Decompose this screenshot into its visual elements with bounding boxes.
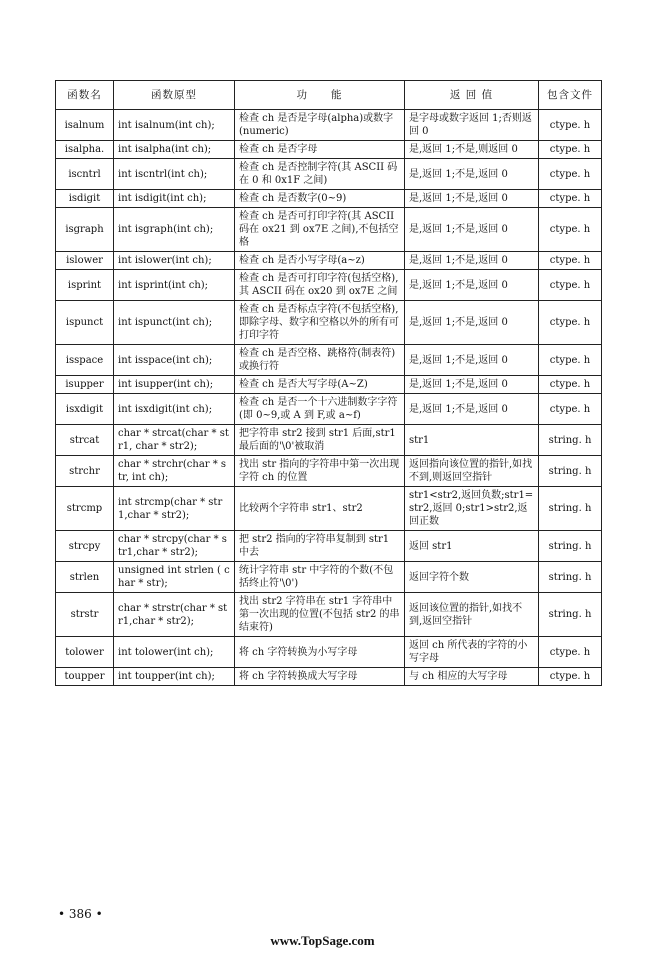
function-description-cell: 统计字符串 str 中字符的个数(不包括终止符'\0') <box>235 562 405 593</box>
function-prototype-cell: int iscntrl(int ch); <box>114 159 235 190</box>
table-row <box>56 376 602 394</box>
include-file-cell: string. h <box>539 531 602 562</box>
function-prototype-cell: int isalpha(int ch); <box>114 141 235 159</box>
function-name-cell: strstr <box>56 593 114 637</box>
function-name-cell: ispunct <box>56 301 114 345</box>
table-row <box>56 531 602 562</box>
return-value-cell: 是,返回 1;不是,返回 0 <box>405 345 539 376</box>
function-prototype-cell: int isalnum(int ch); <box>114 110 235 141</box>
function-name-cell: strcat <box>56 425 114 456</box>
table-row <box>56 487 602 531</box>
function-description-cell: 检查 ch 是否大写字母(A~Z) <box>235 376 405 394</box>
table-row <box>56 637 602 668</box>
table-row <box>56 456 602 487</box>
include-file-cell: ctype. h <box>539 190 602 208</box>
function-name-cell: isprint <box>56 270 114 301</box>
function-name-cell: strcmp <box>56 487 114 531</box>
return-value-cell: str1<str2,返回负数;str1=str2,返回 0;str1>str2,返回正数 <box>405 487 539 531</box>
table-row <box>56 110 602 141</box>
return-value-cell: 是,返回 1;不是,返回 0 <box>405 301 539 345</box>
function-description-cell: 把字符串 str2 接到 str1 后面,str1 最后面的'\0'被取消 <box>235 425 405 456</box>
table-row <box>56 394 602 425</box>
function-prototype-cell: char * strstr(char * str1,char * str2); <box>114 593 235 637</box>
return-value-cell: 是,返回 1;不是,返回 0 <box>405 270 539 301</box>
table-row <box>56 562 602 593</box>
include-file-cell: ctype. h <box>539 159 602 190</box>
function-prototype-cell: char * strcpy(char * str1,char * str2); <box>114 531 235 562</box>
table-row <box>56 345 602 376</box>
include-file-cell: string. h <box>539 593 602 637</box>
return-value-cell: 是字母或数字返回 1;否则返回 0 <box>405 110 539 141</box>
function-name-cell: strlen <box>56 562 114 593</box>
function-prototype-cell: int isspace(int ch); <box>114 345 235 376</box>
table-row <box>56 668 602 686</box>
include-file-cell: string. h <box>539 425 602 456</box>
table-body <box>56 110 602 686</box>
table-row <box>56 270 602 301</box>
table-row <box>56 425 602 456</box>
function-description-cell: 把 str2 指向的字符串复制到 str1 中去 <box>235 531 405 562</box>
return-value-cell: 是,返回 1;不是,则返回 0 <box>405 141 539 159</box>
function-description-cell: 检查 ch 是否可打印字符(其 ASCII 码在 ox21 到 ox7E 之间),不包括空格 <box>235 208 405 252</box>
function-prototype-cell: char * strchr(char * str, int ch); <box>114 456 235 487</box>
table-row <box>56 593 602 637</box>
header-function-name: 函数名 <box>56 81 114 110</box>
function-name-cell: strchr <box>56 456 114 487</box>
function-description-cell: 找出 str2 字符串在 str1 字符串中第一次出现的位置(不包括 str2 的串结束符) <box>235 593 405 637</box>
function-description-cell: 检查 ch 是否控制字符(其 ASCII 码在 0 和 0x1F 之间) <box>235 159 405 190</box>
function-name-cell: isgraph <box>56 208 114 252</box>
include-file-cell: ctype. h <box>539 208 602 252</box>
table-row <box>56 190 602 208</box>
function-name-cell: iscntrl <box>56 159 114 190</box>
function-name-cell: isalnum <box>56 110 114 141</box>
function-description-cell: 检查 ch 是否标点字符(不包括空格),即除字母、数字和空格以外的所有可打印字符 <box>235 301 405 345</box>
return-value-cell: 返回字符个数 <box>405 562 539 593</box>
function-description-cell: 检查 ch 是否字母 <box>235 141 405 159</box>
header-include-file: 包含文件 <box>539 81 602 110</box>
function-prototype-cell: int tolower(int ch); <box>114 637 235 668</box>
return-value-cell: str1 <box>405 425 539 456</box>
function-description-cell: 检查 ch 是否是字母(alpha)或数字(numeric) <box>235 110 405 141</box>
function-prototype-cell: int isgraph(int ch); <box>114 208 235 252</box>
include-file-cell: string. h <box>539 562 602 593</box>
function-prototype-cell: int isprint(int ch); <box>114 270 235 301</box>
function-name-cell: islower <box>56 252 114 270</box>
include-file-cell: ctype. h <box>539 270 602 301</box>
function-description-cell: 检查 ch 是否小写字母(a~z) <box>235 252 405 270</box>
include-file-cell: ctype. h <box>539 394 602 425</box>
function-description-cell: 检查 ch 是否可打印字符(包括空格),其 ASCII 码在 ox20 到 ox7E 之间 <box>235 270 405 301</box>
function-prototype-cell: int toupper(int ch); <box>114 668 235 686</box>
include-file-cell: ctype. h <box>539 376 602 394</box>
table-row <box>56 301 602 345</box>
function-description-cell: 检查 ch 是否一个十六进制数字字符(即 0~9,或 A 到 F,或 a~f) <box>235 394 405 425</box>
table-row <box>56 208 602 252</box>
function-name-cell: isspace <box>56 345 114 376</box>
function-name-cell: toupper <box>56 668 114 686</box>
function-prototype-cell: char * strcat(char * str1, char * str2); <box>114 425 235 456</box>
include-file-cell: ctype. h <box>539 141 602 159</box>
table-row <box>56 141 602 159</box>
function-prototype-cell: int ispunct(int ch); <box>114 301 235 345</box>
include-file-cell: ctype. h <box>539 668 602 686</box>
function-name-cell: isxdigit <box>56 394 114 425</box>
function-prototype-cell: int isdigit(int ch); <box>114 190 235 208</box>
function-table <box>55 80 602 686</box>
return-value-cell: 是,返回 1;不是,返回 0 <box>405 376 539 394</box>
include-file-cell: ctype. h <box>539 252 602 270</box>
return-value-cell: 是,返回 1;不是,返回 0 <box>405 252 539 270</box>
return-value-cell: 返回 str1 <box>405 531 539 562</box>
include-file-cell: ctype. h <box>539 110 602 141</box>
function-description-cell: 将 ch 字符转换成大写字母 <box>235 668 405 686</box>
include-file-cell: string. h <box>539 456 602 487</box>
header-function-description: 功 能 <box>235 81 405 110</box>
function-name-cell: tolower <box>56 637 114 668</box>
function-description-cell: 将 ch 字符转换为小写字母 <box>235 637 405 668</box>
table-row <box>56 252 602 270</box>
return-value-cell: 返回指向该位置的指针,如找不到,则返回空指针 <box>405 456 539 487</box>
include-file-cell: ctype. h <box>539 637 602 668</box>
watermark-url: www.TopSage.com <box>270 933 375 948</box>
header-return-value: 返 回 值 <box>405 81 539 110</box>
function-name-cell: isalpha. <box>56 141 114 159</box>
return-value-cell: 是,返回 1;不是,返回 0 <box>405 159 539 190</box>
table-header-row <box>56 81 602 110</box>
header-function-prototype: 函数原型 <box>114 81 235 110</box>
return-value-cell: 返回该位置的指针,如找不到,返回空指针 <box>405 593 539 637</box>
return-value-cell: 是,返回 1;不是,返回 0 <box>405 394 539 425</box>
return-value-cell: 是,返回 1;不是,返回 0 <box>405 190 539 208</box>
function-description-cell: 检查 ch 是否数字(0~9) <box>235 190 405 208</box>
function-prototype-cell: int islower(int ch); <box>114 252 235 270</box>
page-number: • 386 • <box>58 907 103 921</box>
return-value-cell: 是,返回 1;不是,返回 0 <box>405 208 539 252</box>
return-value-cell: 返回 ch 所代表的字符的小写字母 <box>405 637 539 668</box>
include-file-cell: ctype. h <box>539 301 602 345</box>
include-file-cell: ctype. h <box>539 345 602 376</box>
function-description-cell: 比较两个字符串 str1、str2 <box>235 487 405 531</box>
function-prototype-cell: unsigned int strlen ( char * str); <box>114 562 235 593</box>
include-file-cell: string. h <box>539 487 602 531</box>
function-name-cell: isupper <box>56 376 114 394</box>
function-description-cell: 检查 ch 是否空格、跳格符(制表符)或换行符 <box>235 345 405 376</box>
function-name-cell: strcpy <box>56 531 114 562</box>
function-description-cell: 找出 str 指向的字符串中第一次出现字符 ch 的位置 <box>235 456 405 487</box>
table-row <box>56 159 602 190</box>
function-prototype-cell: int isupper(int ch); <box>114 376 235 394</box>
function-prototype-cell: int strcmp(char * str1,char * str2); <box>114 487 235 531</box>
return-value-cell: 与 ch 相应的大写字母 <box>405 668 539 686</box>
function-prototype-cell: int isxdigit(int ch); <box>114 394 235 425</box>
function-name-cell: isdigit <box>56 190 114 208</box>
